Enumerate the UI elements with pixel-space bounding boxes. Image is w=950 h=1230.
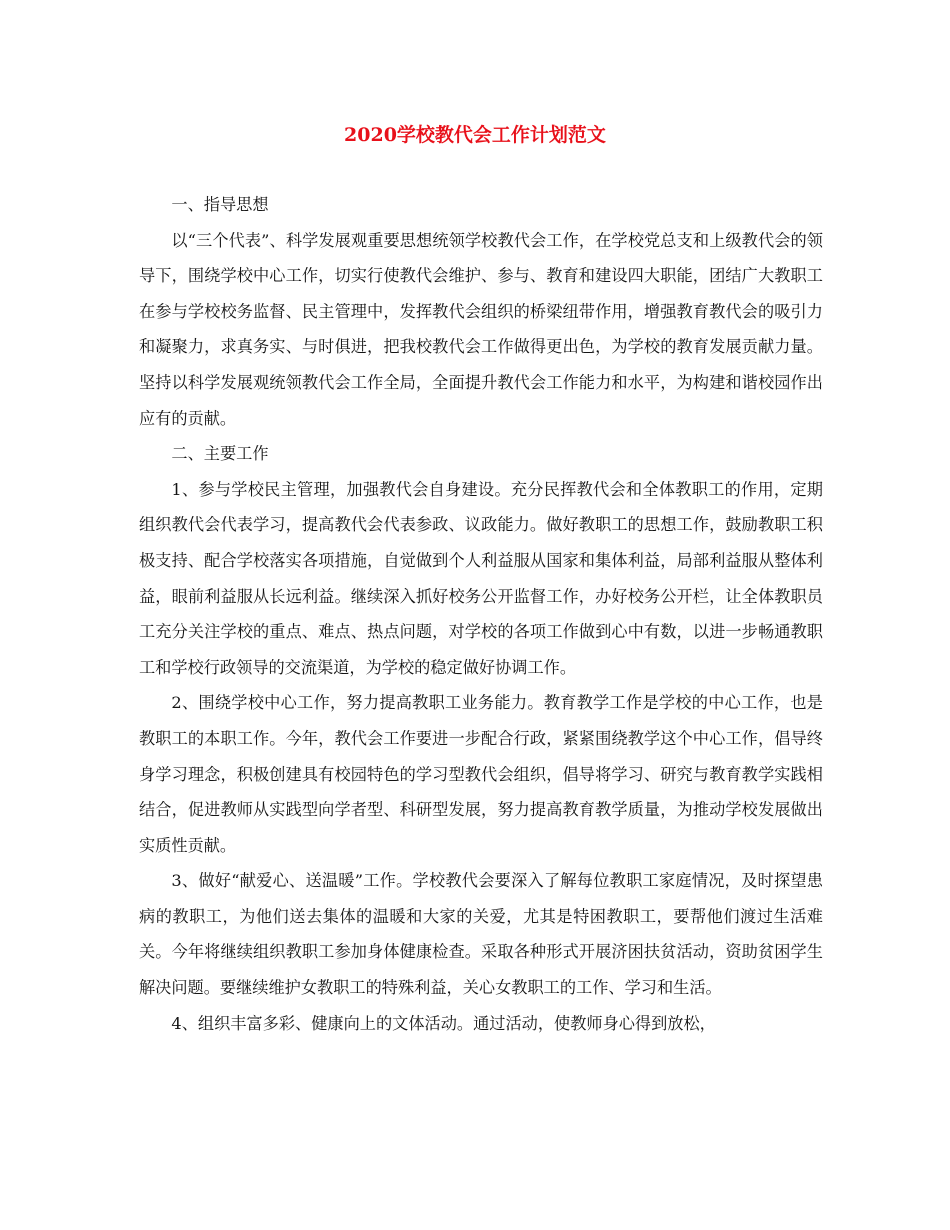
document-title: 2020学校教代会工作计划范文 bbox=[344, 124, 606, 146]
document-body bbox=[139, 187, 823, 1041]
paragraph-item-3: 3、做好“献爱心、送温暖”工作。学校教代会要深入了解每位教职工家庭情况，及时探望患病的教职工，为他们送去集体的温暖和大家的关爱，尤其是特困教职工，要帮他们渡过生活难关。今年将继续组织教职工参加身体健康检查。采取各种形式开展济困扶贫活动，资助贫困学生解决问题。要继续维护女教职工的特殊利益，关心女教职工的工作、学习和生活。 bbox=[139, 871, 823, 998]
paragraph-guiding-thought: 以“三个代表”、科学发展观重要思想统领学校教代会工作，在学校党总支和上级教代会的领导下，围绕学校中心工作，切实行使教代会维护、参与、教育和建设四大职能，团结广大教职工在参与学校校务监督、民主管理中，发挥教代会组织的桥梁纽带作用，增强教育教代会的吸引力和凝聚力，求真务实、与时俱进，把我校教代会工作做得更出色，为学校的教育发展贡献力量。坚持以科学发展观统领教代会工作全局，全面提升教代会工作能力和水平，为构建和谐校园作出应有的贡献。 bbox=[139, 230, 823, 428]
section-heading-2: 二、主要工作 bbox=[171, 444, 269, 464]
paragraph-item-4: 4、组织丰富多彩、健康向上的文体活动。通过活动，使教师身心得到放松， bbox=[171, 1013, 716, 1033]
paragraph-item-2: 2、围绕学校中心工作，努力提高教职工业务能力。教育教学工作是学校的中心工作，也是教职工的本职工作。今年，教代会工作要进一步配合行政，紧紧围绕教学这个中心工作，倡导终身学习理念，积极创建具有校园特色的学习型教代会组织，倡导将学习、研究与教育教学实践相结合，促进教师从实践型向学者型、科研型发展，努力提高教育教学质量，为推动学校发展做出实质性贡献。 bbox=[139, 693, 823, 855]
paragraph-item-1: 1、参与学校民主管理，加强教代会自身建设。充分民挥教代会和全体教职工的作用，定期组织教代会代表学习，提高教代会代表参政、议政能力。做好教职工的思想工作，鼓励教职工积极支持、配合学校落实各项措施，自觉做到个人利益服从国家和集体利益，局部利益服从整体利益，眼前利益服从长远利益。继续深入抓好校务公开监督工作，办好校务公开栏，让全体教职员工充分关注学校的重点、难点、热点问题，对学校的各项工作做到心中有数，以进一步畅通教职工和学校行政领导的交流渠道，为学校的稳定做好协调工作。 bbox=[139, 479, 823, 677]
section-heading-1: 一、指导思想 bbox=[171, 195, 269, 214]
